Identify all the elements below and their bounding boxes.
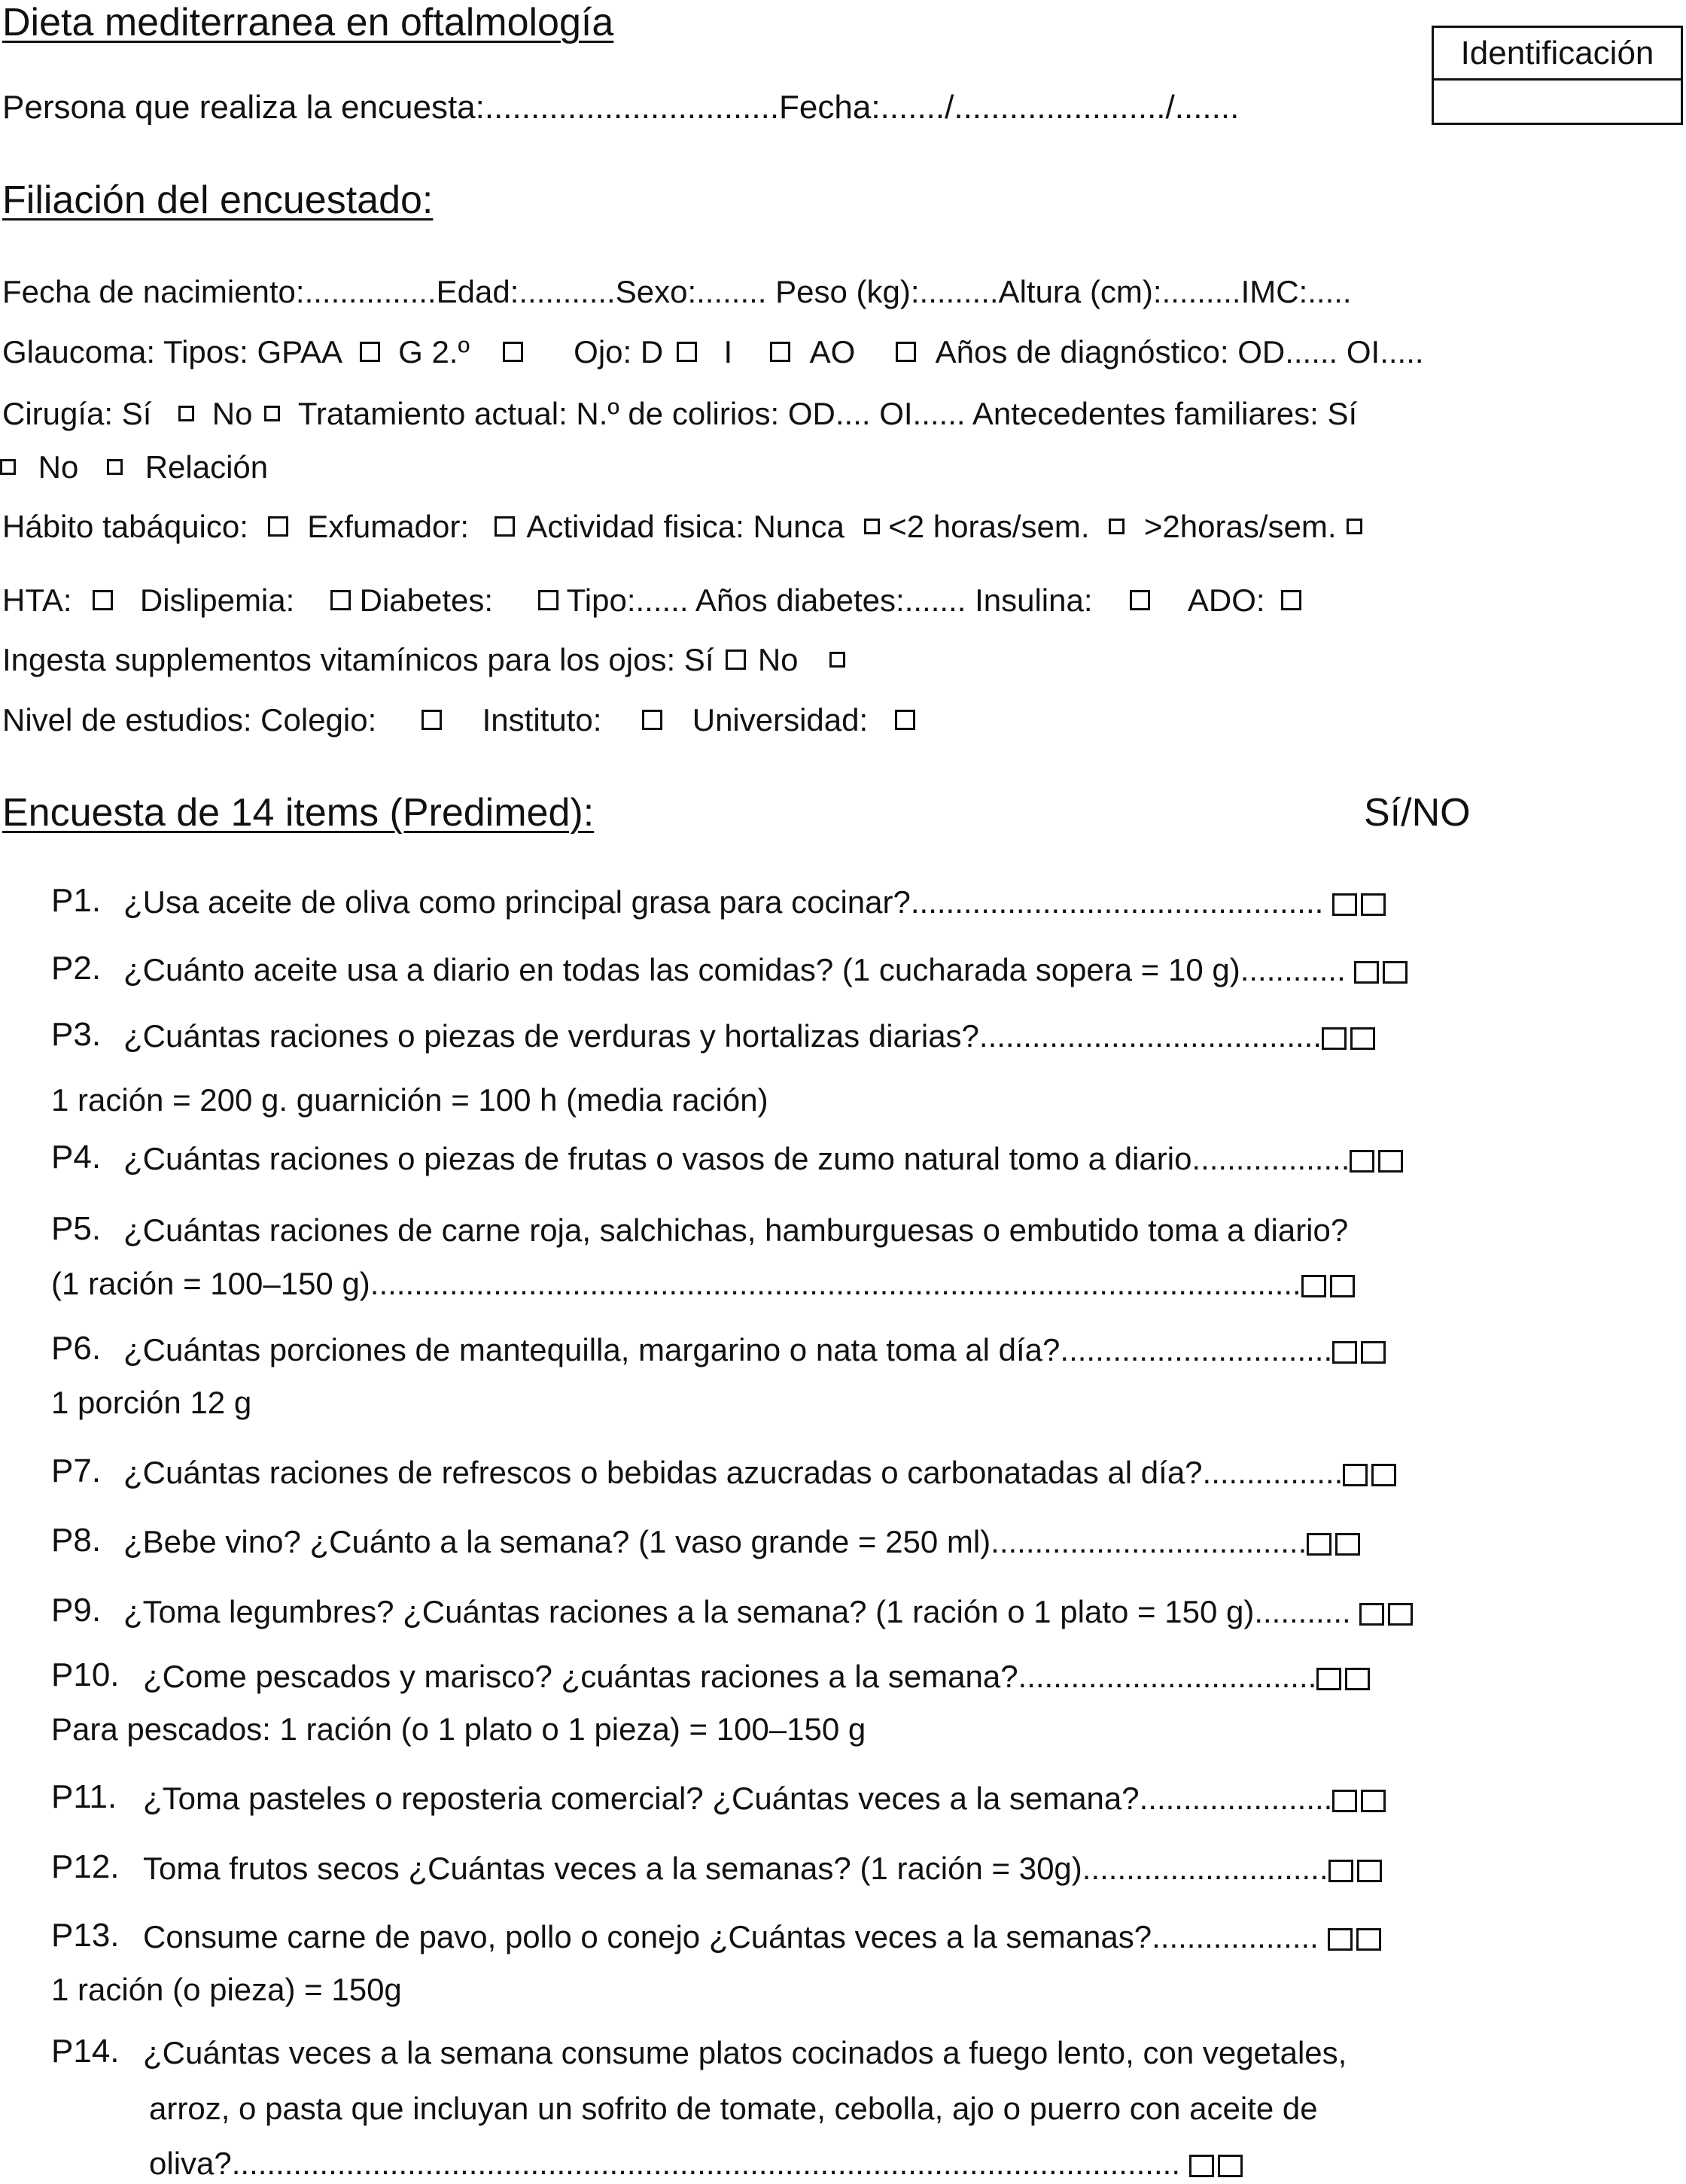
answer-pair-p13 [1328,1921,1385,1957]
question-label-p14: P14. [51,2033,120,2070]
question-label-p13: P13. [51,1917,120,1954]
cirugia-label: Cirugía: Sí [2,396,152,431]
filiacion-line-1[interactable]: Fecha de nacimiento:...............Edad:...........Sexo:........ Peso (kg):.........Altura (cm):.........IMC:..... [2,274,1352,309]
no-checkbox-p4[interactable] [1378,1150,1403,1173]
si-checkbox-p2[interactable] [1354,961,1379,984]
answer-pair-p11 [1332,1783,1389,1819]
question-text-p3 [123,1018,1379,1057]
suplementos-line [2,642,845,678]
estudios-line [2,702,915,738]
question-note-p13: 1 ración (o pieza) = 150g [51,1972,402,2007]
hta-checkbox[interactable] [93,590,113,610]
no-checkbox-p10[interactable] [1345,1668,1370,1690]
ojo-d-checkbox[interactable] [677,342,697,362]
question-text-p4 [123,1141,1407,1179]
ojo-label: Ojo: D [574,334,664,370]
cirugia-line [2,396,1357,432]
question-text-p9 [123,1594,1417,1632]
question-note-p3: 1 ración = 200 g. guarnición = 100 h (media ración) [51,1082,768,1118]
question-label-p4: P4. [51,1139,102,1176]
universidad-label: Universidad: [692,702,869,738]
si-checkbox-p10[interactable] [1316,1668,1341,1690]
nunca-checkbox[interactable] [864,519,880,534]
si-checkbox-p4[interactable] [1350,1150,1374,1173]
question-text-p4-content: ¿Cuántas raciones o piezas de frutas o vasos de zumo natural tomo a diario.................. [123,1141,1350,1176]
ojo-ao-label: AO [809,334,856,370]
question-text-p7-content: ¿Cuántas raciones de refrescos o bebidas azucradas o carbonatadas al día?................ [123,1455,1344,1490]
question-label-p12: P12. [51,1848,120,1885]
answer-pair-p6 [1332,1334,1389,1370]
filiacion-heading: Filiación del encuestado: [2,178,434,222]
g2-label: G 2.º [398,334,470,370]
question-text-p11-content: ¿Toma pasteles o reposteria comercial? ¿Cuántas veces a la semana?...................... [143,1781,1333,1816]
no-checkbox-p13[interactable] [1356,1928,1381,1951]
persona-line[interactable]: Persona que realiza la encuesta:................................Fecha:......./......................./....... [2,89,1240,126]
question-text-p8-content: ¿Bebe vino? ¿Cuánto a la semana? (1 vaso grande = 250 ml).................................... [123,1524,1307,1559]
question-note-p10: Para pescados: 1 ración (o 1 plato o 1 pieza) = 100–150 g [51,1711,866,1747]
question-text-p2-content: ¿Cuánto aceite usa a diario en todas las comidas? (1 cucharada sopera = 10 g)............ [123,952,1346,987]
dislipemia-label: Dislipemia: [139,583,295,618]
suplementos-no-label: No [757,642,799,677]
menos-2h-label: <2 horas/sem. [888,509,1090,544]
cirugia-no-checkbox[interactable] [264,406,280,421]
question-text-p14: ¿Cuántas veces a la semana consume platos cocinados a fuego lento, con vegetales, [143,2035,1347,2070]
si-checkbox-p13[interactable] [1328,1928,1353,1951]
question-text-p5: ¿Cuántas raciones de carne roja, salchichas, hamburguesas o embutido toma a diario? [123,1212,1349,1248]
habito-line [2,509,1362,545]
answer-pair-p7 [1343,1457,1400,1493]
answer-pair-p5 [1301,1268,1359,1304]
colegio-checkbox[interactable] [422,710,442,730]
answer-pair-p10 [1316,1661,1374,1697]
question-text-p12-content: Toma frutos secos ¿Cuántas veces a la semanas? (1 ración = 30g)............................ [143,1851,1328,1886]
actividad-label: Actividad fisica: Nunca [526,509,845,544]
question-text-p2 [123,952,1411,990]
no-checkbox-p3[interactable] [1350,1027,1375,1050]
estudios-label: Nivel de estudios: Colegio: [2,702,377,738]
question-text-p11 [143,1781,1389,1819]
anios-diagnostico[interactable]: Años de diagnóstico: OD...... OI..... [935,334,1424,370]
question-label-p2: P2. [51,950,102,987]
si-checkbox-p5[interactable] [1301,1275,1326,1297]
habito-checkbox[interactable] [268,516,288,537]
question-text-p9-content: ¿Toma legumbres? ¿Cuántas raciones a la semana? (1 ración o 1 plato = 150 g)........... [123,1594,1351,1629]
question-label-p8: P8. [51,1522,102,1559]
page-title: Dieta mediterranea en oftalmología [2,1,614,44]
relacion-label: Relación [145,449,269,485]
antecedentes-si-checkbox[interactable] [0,459,16,475]
si-checkbox-p11[interactable] [1332,1790,1357,1812]
question-text-p7 [123,1455,1400,1493]
answer-pair-p8 [1307,1526,1364,1562]
question-text-p14-line3 [149,2146,1246,2184]
cirugia-no-label: No [212,396,253,431]
suplementos-no-checkbox[interactable] [829,652,845,668]
ado-checkbox[interactable] [1281,590,1301,610]
ojo-ao-checkbox[interactable] [896,342,916,362]
no-checkbox-p11[interactable] [1361,1790,1386,1812]
si-checkbox-p1[interactable] [1332,893,1357,916]
g2-checkbox[interactable] [503,342,523,362]
question-label-p9: P9. [51,1592,102,1629]
question-note-p6: 1 porción 12 g [51,1385,252,1420]
question-label-p7: P7. [51,1452,102,1489]
exfumador-checkbox[interactable] [495,516,515,537]
answer-pair-p12 [1328,1853,1386,1889]
question-text-p1 [123,884,1389,923]
question-text-p12 [143,1851,1386,1889]
habito-label: Hábito tabáquico: [2,509,248,544]
question-label-p6: P6. [51,1330,102,1367]
question-text-p6 [123,1332,1389,1370]
ojo-i-checkbox[interactable] [770,342,790,362]
suplementos-si-checkbox[interactable] [726,649,746,670]
answer-pair-p1 [1332,887,1389,923]
mas-2h-checkbox[interactable] [1347,519,1362,534]
question-text-p14-line2: arroz, o pasta que incluyan un sofrito de tomate, cebolla, ajo o puerro con aceite de [149,2091,1318,2126]
question-text-p1-content: ¿Usa aceite de oliva como principal grasa para cocinar?............................................... [123,884,1324,920]
answer-pair-p9 [1359,1596,1417,1632]
question-label-p3: P3. [51,1016,102,1053]
question-text-p13-content: Consume carne de pavo, pollo o conejo ¿Cuántas veces a la semanas?................... [143,1919,1319,1954]
diabetes-checkbox[interactable] [538,590,558,610]
si-checkbox-p12[interactable] [1328,1860,1353,1882]
si-checkbox-p3[interactable] [1322,1027,1347,1050]
question-label-p5: P5. [51,1210,102,1247]
question-text-p3-content: ¿Cuántas raciones o piezas de verduras y hortalizas diarias?....................................... [123,1018,1322,1054]
identificacion-box[interactable] [1432,26,1683,125]
no-checkbox-p7[interactable] [1371,1464,1396,1486]
diabetes-label: Diabetes: [359,583,494,618]
insulina-checkbox[interactable] [1130,590,1150,610]
question-text-p8 [123,1524,1364,1562]
si-checkbox-p14[interactable] [1189,2155,1214,2177]
tipo-diabetes[interactable]: Tipo:...... Años diabetes:....... Insulina: [566,583,1093,618]
glaucoma-label: Glaucoma: Tipos: GPAA [2,334,341,370]
no-checkbox-p9[interactable] [1388,1603,1413,1626]
answer-pair-p2 [1354,954,1411,990]
tratamiento-actual[interactable]: Tratamiento actual: N.º de colirios: OD.... OI...... Antecedentes familiares: Sí [297,396,1358,431]
question-text-p10-content: ¿Come pescados y marisco? ¿cuántas raciones a la semana?.................................. [143,1659,1317,1694]
question-note-p5 [51,1266,1359,1304]
question-label-p11: P11. [51,1778,117,1815]
antecedentes-no-label: No [38,449,79,485]
cirugia-si-checkbox[interactable] [178,406,194,421]
no-checkbox-p12[interactable] [1357,1860,1382,1882]
mas-2h-label: >2horas/sem. [1143,509,1337,544]
si-checkbox-p6[interactable] [1332,1341,1357,1364]
question-text-p13 [143,1919,1385,1957]
question-note-p5-content: (1 ración = 100–150 g).......................................................................................................... [51,1266,1301,1301]
ojo-i-label: I [723,334,733,370]
hta-line [2,583,1301,619]
no-checkbox-p2[interactable] [1383,961,1408,984]
no-checkbox-p5[interactable] [1330,1275,1355,1297]
glaucoma-line [2,334,1424,370]
no-checkbox-p1[interactable] [1361,893,1386,916]
suplementos-label: Ingesta supplementos vitamínicos para los ojos: Sí [2,642,714,677]
hta-label: HTA: [2,583,72,618]
antecedentes-no-checkbox[interactable] [107,459,123,475]
si-no-header: Sí/NO [1364,791,1471,835]
question-text-p6-content: ¿Cuántas porciones de mantequilla, margarino o nata toma al día?............................... [123,1332,1333,1367]
si-checkbox-p9[interactable] [1359,1603,1384,1626]
dislipemia-checkbox[interactable] [330,590,351,610]
menos-2h-checkbox[interactable] [1109,519,1125,534]
exfumador-label: Exfumador: [307,509,470,544]
instituto-checkbox[interactable] [642,710,662,730]
identificacion-label: Identificación [1434,28,1681,81]
answer-pair-p4 [1350,1143,1407,1179]
si-checkbox-p7[interactable] [1343,1464,1368,1486]
ado-label: ADO: [1187,583,1265,618]
instituto-label: Instituto: [482,702,602,738]
answer-pair-p3 [1322,1021,1379,1057]
antecedentes-line [0,449,268,485]
no-checkbox-p6[interactable] [1361,1341,1386,1364]
encuesta-heading: Encuesta de 14 items (Predimed): [2,791,595,835]
question-label-p1: P1. [51,882,102,919]
question-label-p10: P10. [51,1656,120,1693]
gpaa-checkbox[interactable] [360,342,380,362]
no-checkbox-p8[interactable] [1335,1533,1360,1556]
no-checkbox-p14[interactable] [1218,2155,1243,2177]
universidad-checkbox[interactable] [895,710,915,730]
answer-pair-p14 [1189,2148,1246,2184]
question-text-p10 [143,1659,1374,1697]
question-text-p14-line3-content: oliva?............................................................................................................ [149,2146,1180,2181]
si-checkbox-p8[interactable] [1307,1533,1331,1556]
